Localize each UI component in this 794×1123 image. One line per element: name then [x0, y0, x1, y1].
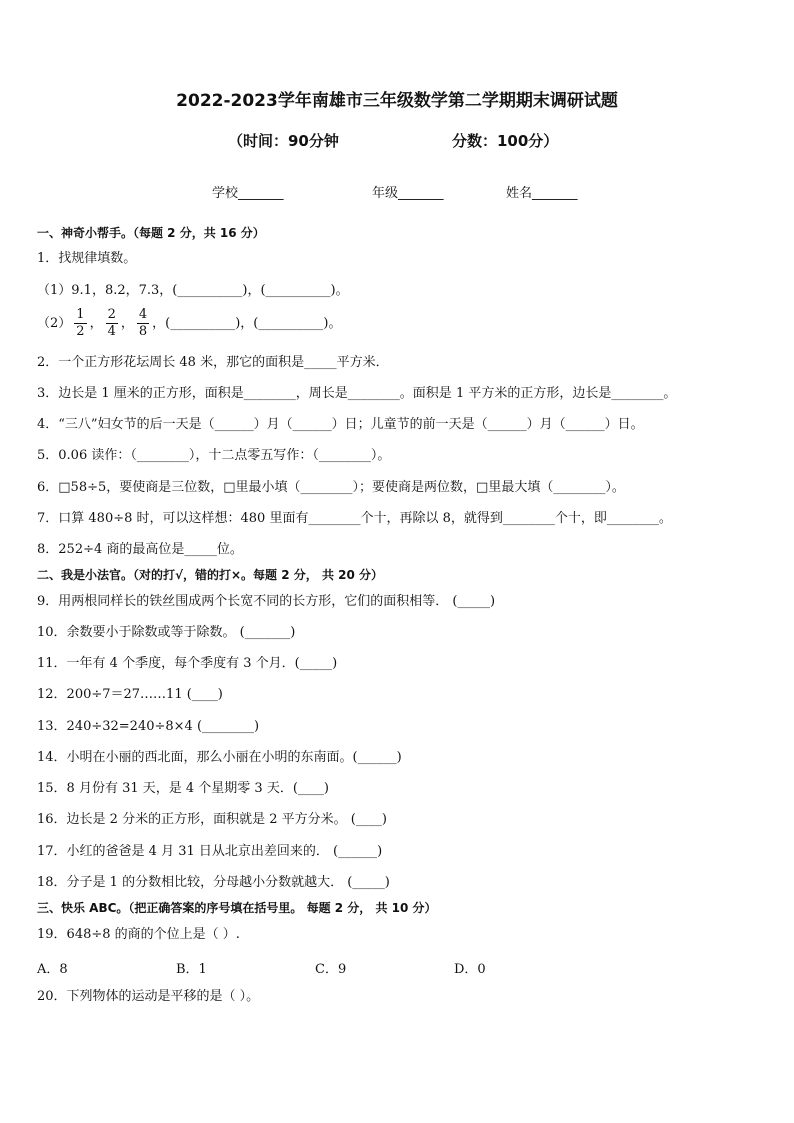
- fraction-1: $\frac{1}{2}$: [76, 307, 85, 339]
- question-14: 14．小明在小丽的西北面，那么小丽在小明的东南面。(______): [37, 750, 402, 765]
- question-5: 5．0.06 读作：（________），十二点零五写作：（________）。: [37, 448, 391, 463]
- question-18: 18．分子是 1 的分数相比较，分母越小分数就越大． (_____): [37, 875, 390, 890]
- question-4: 4．“三八”妇女节的后一天是（______）月（______）日；儿童节的前一天是（______）月（______）日。: [37, 417, 644, 432]
- fraction-2: $\frac{2}{4}$: [107, 307, 116, 339]
- section-1-heading: 一、神奇小帮手。（每题 2 分，共 16 分）: [37, 226, 265, 240]
- question-7: 7．口算 480÷8 时，可以这样想：480 里面有________个十，再除以 8，就得到________个十，即________。: [37, 511, 672, 526]
- question-3: 3．边长是 1 厘米的正方形，面积是________，周长是________。面积是 1 平方米的正方形，边长是________。: [37, 386, 677, 401]
- question-17: 17．小红的爸爸是 4 月 31 日从北京出差回来的． (______): [37, 844, 383, 859]
- question-12: 12．200÷7＝27……11 (____): [37, 687, 223, 702]
- option-b: B．1: [176, 962, 207, 977]
- question-16: 16．边长是 2 分米的正方形，面积就是 2 平方分米。 (____): [37, 812, 387, 827]
- question-19: 19．648÷8 的商的个位上是（ ）.: [37, 927, 240, 942]
- section-3-heading: 三、快乐 ABC。（把正确答案的序号填在括号里。 每题 2 分， 共 10 分）: [37, 901, 437, 915]
- fraction-3: $\frac{4}{8}$: [138, 307, 148, 339]
- question-20: 20．下列物体的运动是平移的是（ ）。: [37, 989, 260, 1004]
- page-title: 2022-2023学年南雄市三年级数学第二学期期末调研试题: [176, 91, 618, 111]
- question-1-part-1: （1）9.1，8.2，7.3，(__________)，(__________)。: [37, 283, 349, 298]
- question-10: 10．余数要小于除数或等于除数。 (_______): [37, 625, 296, 640]
- school-field: 学校_______: [212, 186, 284, 201]
- exam-score: 分数：100分）: [452, 132, 559, 150]
- question-15: 15．8 月份有 31 天，是 4 个星期零 3 天．(____): [37, 781, 329, 796]
- question-1-part-2-suffix: ，(__________)，(__________)。: [152, 316, 342, 331]
- question-13: 13．240÷32=240÷8×4 (________): [37, 719, 260, 734]
- question-2: 2．一个正方形花坛周长 48 米，那它的面积是_____平方米．: [37, 355, 389, 370]
- section-2-heading: 二、我是小法官。（对的打√，错的打×。每题 2 分， 共 20 分）: [37, 568, 383, 582]
- question-11: 11．一年有 4 个季度，每个季度有 3 个月．(_____): [37, 656, 338, 671]
- question-8: 8．252÷4 商的最高位是_____位。: [37, 542, 243, 557]
- question-1-part-2: （2） $\frac{1}{2}$ ， $\frac{2}{4}$ ， $\frac{4}{8}$ ，(__________)，(__________)。: [37, 307, 342, 339]
- exam-time: （时间：90分钟: [228, 132, 339, 150]
- question-9: 9．用两根同样长的铁丝围成两个长宽不同的长方形，它们的面积相等． (_____): [37, 594, 496, 609]
- question-6: 6．□58÷5，要使商是三位数，□里最小填（________）；要使商是两位数，□里最大填（________）。: [37, 480, 625, 495]
- name-field: 姓名_______: [506, 186, 578, 201]
- option-c: C．9: [315, 962, 347, 977]
- question-1-part-2-prefix: （2）: [37, 316, 72, 331]
- grade-field: 年级_______: [372, 186, 444, 201]
- option-a: A．8: [37, 962, 68, 977]
- option-d: D．0: [454, 962, 486, 977]
- question-1: 1．找规律填数。: [37, 251, 137, 266]
